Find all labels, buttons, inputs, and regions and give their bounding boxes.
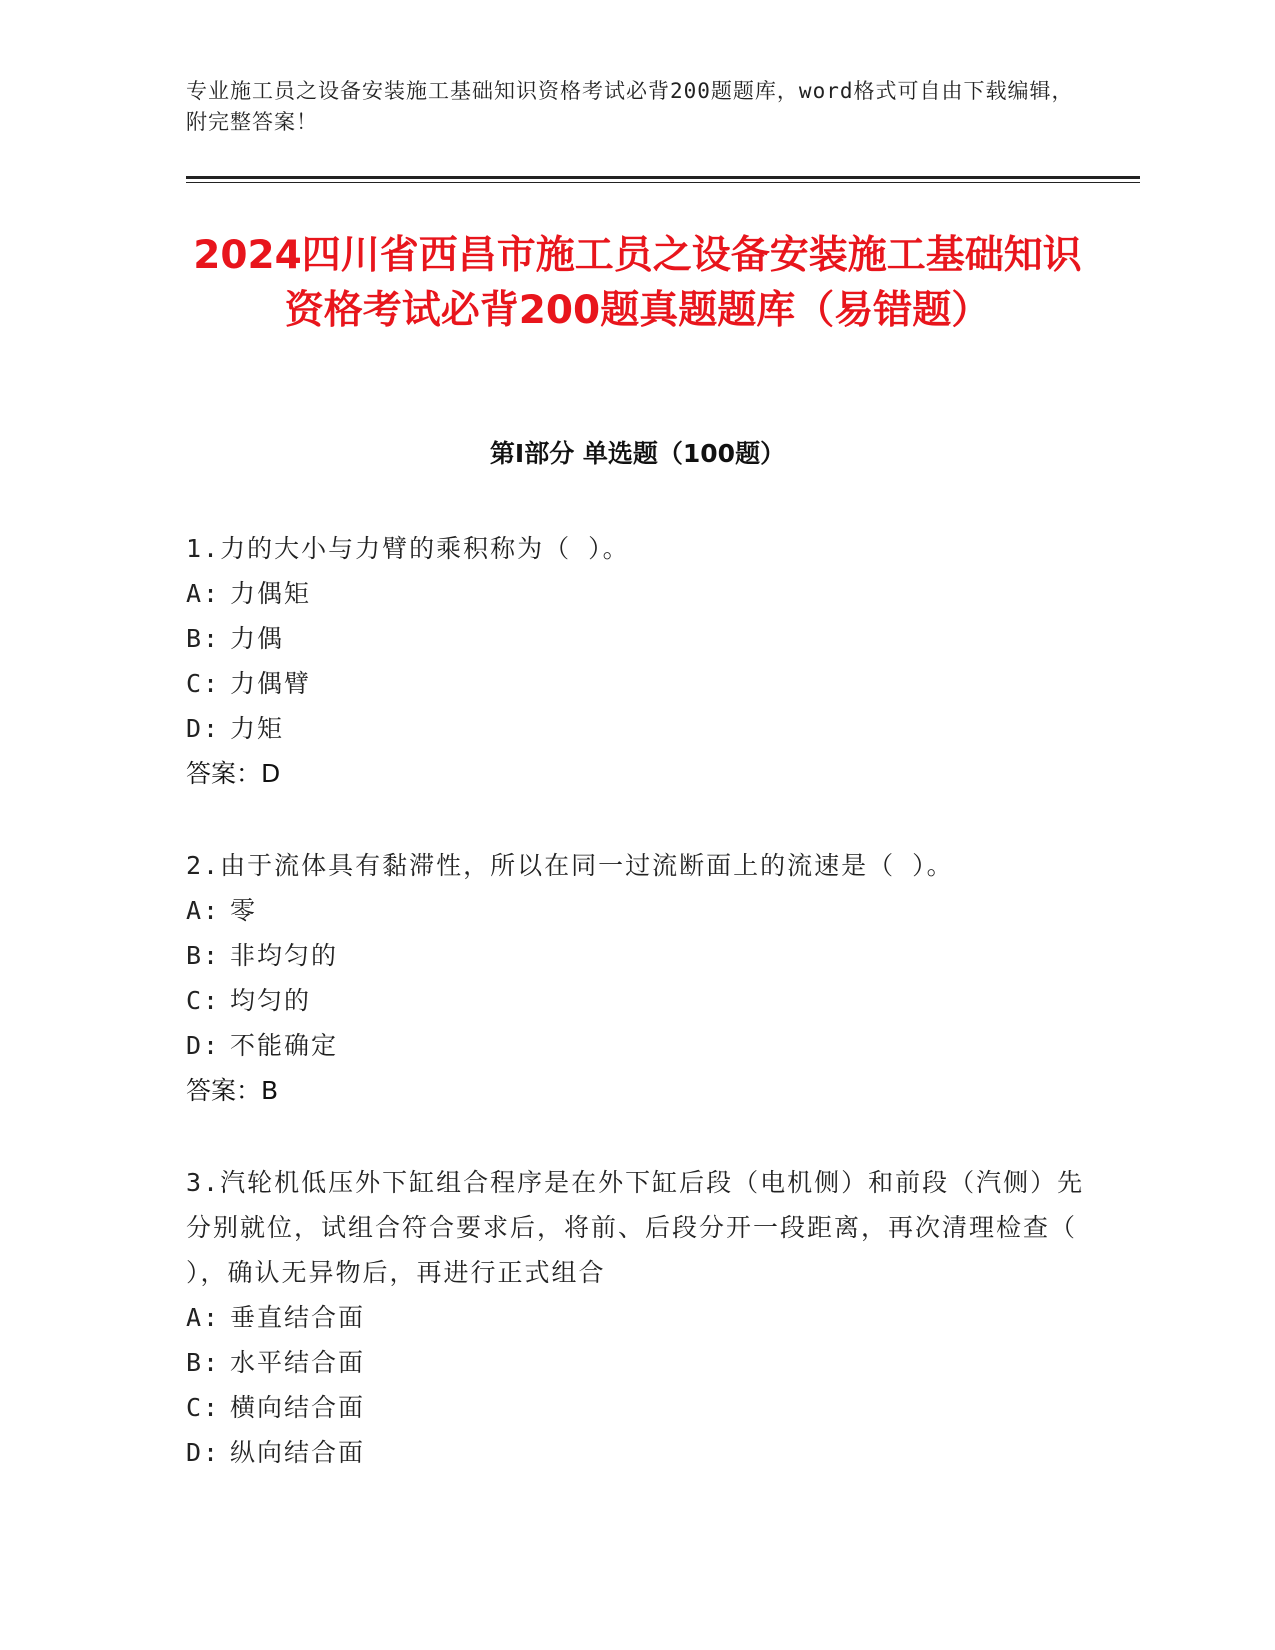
question-2 xyxy=(186,843,1086,1113)
option-letter: A: xyxy=(186,1303,221,1332)
option-d xyxy=(186,1023,1086,1068)
option-letter: B: xyxy=(186,1348,221,1377)
option-text: 力偶 xyxy=(230,624,285,653)
answer: 答案：D xyxy=(186,759,281,788)
option-letter: A: xyxy=(186,579,221,608)
option-b xyxy=(186,1340,1086,1385)
question-stem: 1.力的大小与力臂的乘积称为（ ）。 xyxy=(186,534,630,563)
option-text: 纵向结合面 xyxy=(230,1438,366,1467)
option-a xyxy=(186,571,1086,616)
option-letter: D: xyxy=(186,1031,221,1060)
option-c xyxy=(186,978,1086,1023)
option-a xyxy=(186,888,1086,933)
question-1 xyxy=(186,526,1086,796)
section-title: 第Ⅰ部分 单选题（100题） xyxy=(489,439,786,468)
option-letter: B: xyxy=(186,941,221,970)
option-letter: C: xyxy=(186,1393,221,1422)
question-stem: 2.由于流体具有黏滞性，所以在同一过流断面上的流速是（ ）。 xyxy=(186,851,954,880)
option-letter: C: xyxy=(186,669,221,698)
option-letter: B: xyxy=(186,624,221,653)
option-text: 水平结合面 xyxy=(230,1348,366,1377)
option-letter: D: xyxy=(186,714,221,743)
option-text: 零 xyxy=(230,896,258,925)
option-text: 力偶臂 xyxy=(230,669,312,698)
option-text: 力偶矩 xyxy=(230,579,312,608)
option-d xyxy=(186,706,1086,751)
option-a xyxy=(186,1295,1086,1340)
option-letter: A: xyxy=(186,896,221,925)
option-text: 均匀的 xyxy=(230,986,312,1015)
header-rule-thick xyxy=(186,176,1140,179)
answer: 答案：B xyxy=(186,1076,279,1105)
document-title: 2024四川省西昌市施工员之设备安装施工基础知识资格考试必背200题真题题库（易错题） xyxy=(193,233,1082,333)
question-stem: 3.汽轮机低压外下缸组合程序是在外下缸后段（电机侧）和前段（汽侧）先分别就位，试组合符合要求后，将前、后段分开一段距离，再次清理检查（ ），确认无异物后，再进行正式组合 xyxy=(186,1168,1085,1287)
option-text: 不能确定 xyxy=(230,1031,339,1060)
option-letter: C: xyxy=(186,986,221,1015)
option-b xyxy=(186,616,1086,661)
question-3 xyxy=(186,1160,1086,1475)
option-b xyxy=(186,933,1086,978)
option-text: 非均匀的 xyxy=(230,941,339,970)
option-text: 垂直结合面 xyxy=(230,1303,366,1332)
option-text: 横向结合面 xyxy=(230,1393,366,1422)
header-rule-thin xyxy=(186,182,1140,183)
option-text: 力矩 xyxy=(230,714,285,743)
header-note: 专业施工员之设备安装施工基础知识资格考试必背200题题库，word格式可自由下载编辑，附完整答案！ xyxy=(186,79,1074,134)
option-c xyxy=(186,661,1086,706)
option-c xyxy=(186,1385,1086,1430)
option-letter: D: xyxy=(186,1438,221,1467)
option-d xyxy=(186,1430,1086,1475)
